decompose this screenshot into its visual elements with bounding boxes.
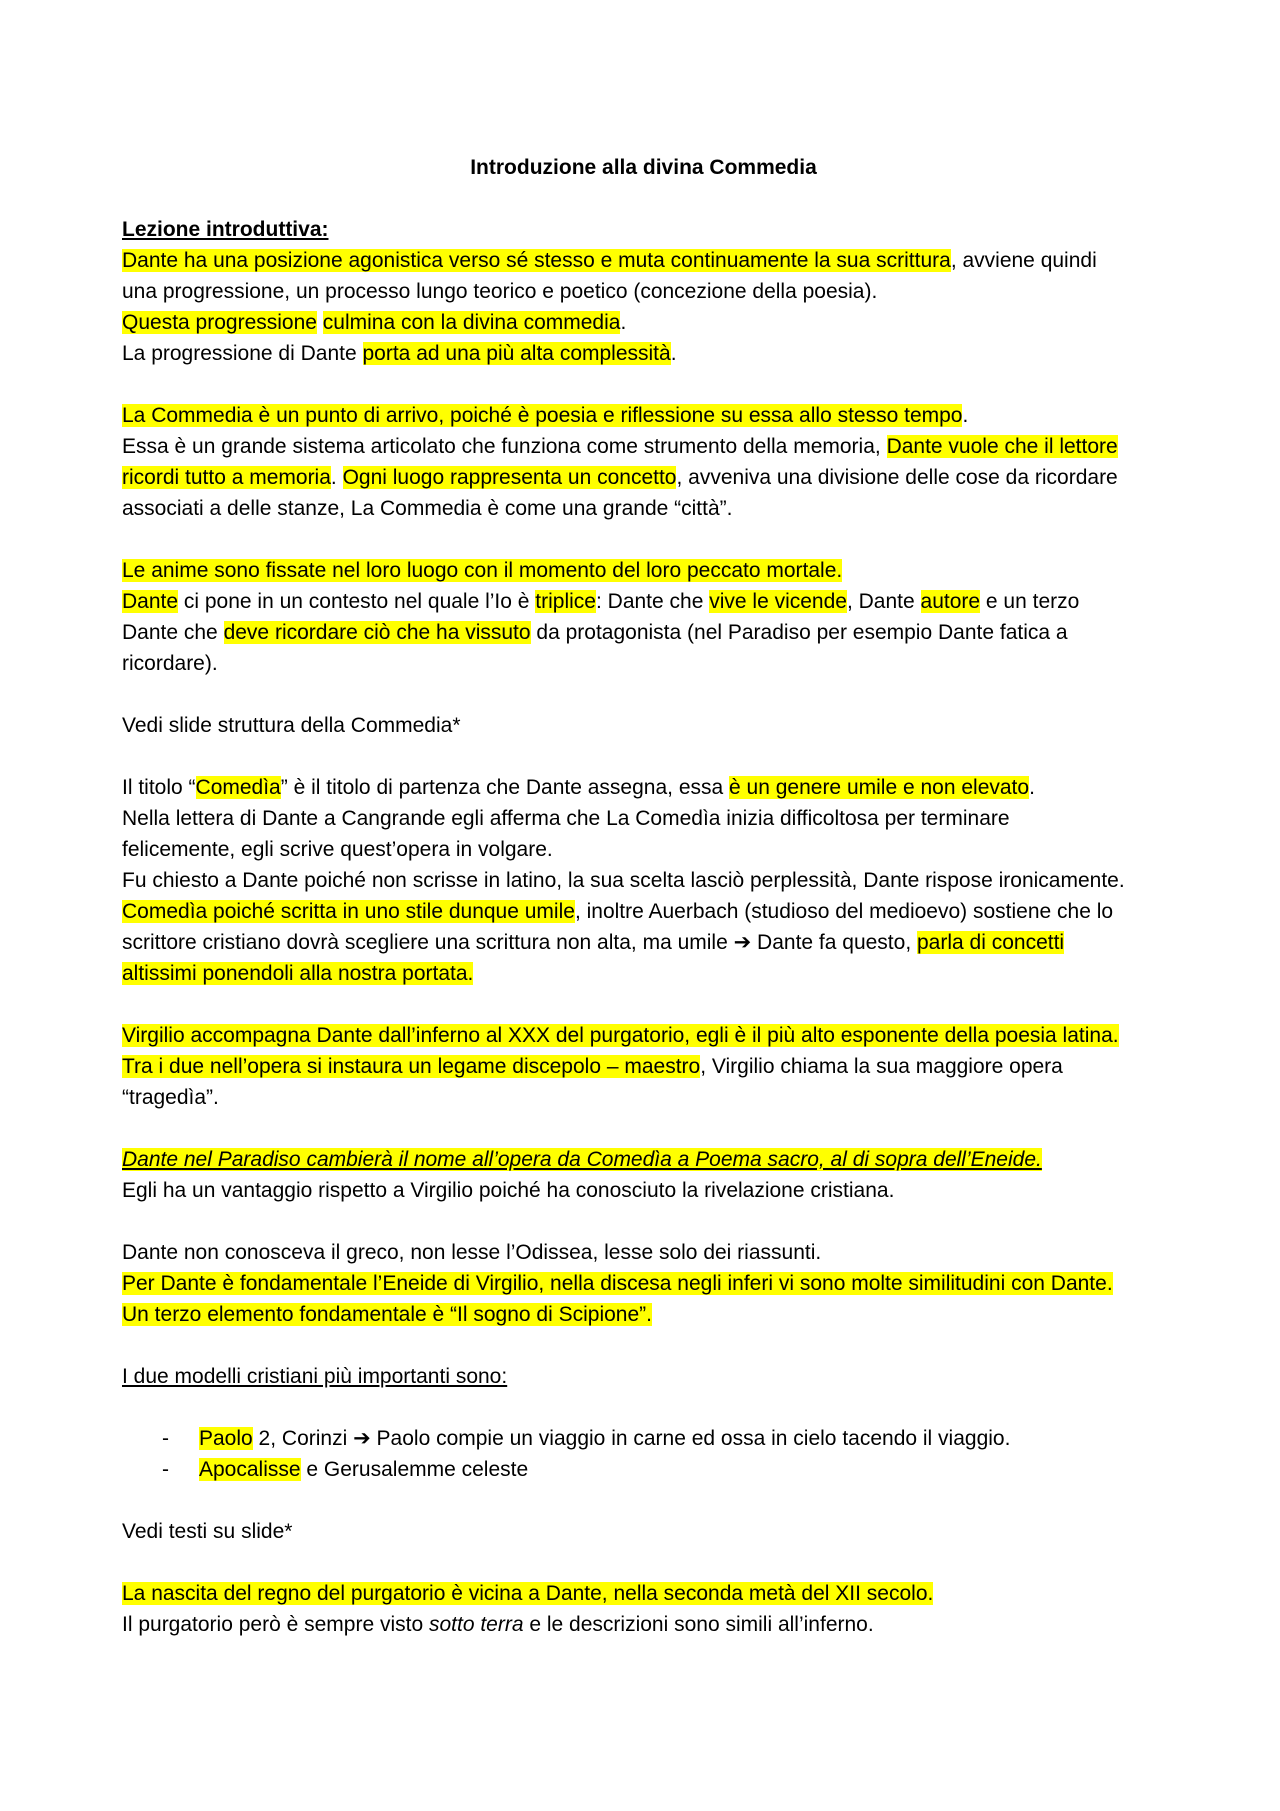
- text-line: La progressione di Dante porta ad una più alta complessità.: [122, 342, 677, 365]
- text-line: Egli ha un vantaggio rispetto a Virgilio poiché ha conosciuto la rivelazione cristiana.: [122, 1179, 895, 1202]
- text-line: Nella lettera di Dante a Cangrande egli afferma che La Comedìa inizia difficoltosa per terminare: [122, 807, 1010, 830]
- highlight: Ogni luogo rappresenta un concetto: [342, 466, 677, 489]
- paragraph-virgilio: [122, 1020, 1165, 1113]
- paragraph-intro: [122, 214, 1165, 369]
- highlight: culmina con la divina commedia: [322, 311, 621, 334]
- highlight: parla di concetti: [917, 931, 1065, 954]
- paragraph-modelli: [122, 1361, 1165, 1392]
- list-dash: -: [162, 1427, 169, 1450]
- highlight: Comedìa: [195, 776, 281, 799]
- text-line: associati a delle stanze, La Commedia è come una grande “città”.: [122, 497, 733, 520]
- highlight: La Commedia è un punto di arrivo, poiché è poesia e riflessione su essa allo stesso tempo: [122, 404, 963, 427]
- highlight: Tra i due nell’opera si instaura un legame discepolo – maestro: [122, 1055, 701, 1078]
- list-item: - Apocalisse e Gerusalemme celeste: [162, 1454, 1165, 1485]
- highlight: autore: [920, 590, 981, 613]
- highlight: Dante ha una posizione agonistica verso sé stesso e muta continuamente la sua scrittura: [122, 249, 951, 272]
- highlight: Dante vuole che il lettore: [886, 435, 1118, 458]
- text-line: [122, 1268, 1165, 1299]
- document-title: Introduzione alla divina Commedia: [470, 156, 817, 179]
- text-line: ricordare).: [122, 652, 218, 675]
- text-line: La Commedia è un punto di arrivo, poiché è poesia e riflessione su essa allo stesso tempo.: [122, 404, 969, 427]
- text-line: Dante ha una posizione agonistica verso sé stesso e muta continuamente la sua scrittura, avviene quindi: [122, 249, 1097, 272]
- text-line: scrittore cristiano dovrà scegliere una scrittura non alta, ma umile ➔ Dante fa questo, parla di concetti: [122, 931, 1065, 954]
- text-line: Essa è un grande sistema articolato che funziona come strumento della memoria, Dante vuole che il lettore: [122, 435, 1118, 458]
- highlight: altissimi ponendoli alla nostra portata.: [122, 962, 474, 985]
- section-heading: Lezione introduttiva:: [122, 218, 329, 241]
- highlight: Apocalisse: [199, 1458, 301, 1481]
- paragraph-purgatorio: [122, 1578, 1165, 1640]
- paragraph-eneide: [122, 1237, 1165, 1330]
- highlight: triplice: [535, 590, 596, 613]
- text-line: ricordi tutto a memoria. Ogni luogo rappresenta un concetto, avveniva una divisione delle cose da ricordare: [122, 466, 1118, 489]
- text-line: Dante che deve ricordare ciò che ha vissuto da protagonista (nel Paradiso per esempio Dante fatica a: [122, 621, 1068, 644]
- arrow-right-icon: ➔: [353, 1427, 371, 1450]
- text-line: [122, 1144, 1165, 1175]
- text-line: felicemente, egli scrive quest’opera in volgare.: [122, 838, 553, 861]
- text-line: “tragedìa”.: [122, 1086, 219, 1109]
- highlight: Virgilio accompagna Dante dall’inferno al XXX del purgatorio, egli è il più alto esponente della poesia latina.: [122, 1024, 1119, 1047]
- text-line: Il titolo “Comedìa” è il titolo di partenza che Dante assegna, essa è un genere umile e non elevato.: [122, 776, 1035, 799]
- text-line: [122, 958, 1165, 989]
- paragraph-anime: [122, 555, 1165, 679]
- highlight: Per Dante è fondamentale l’Eneide di Virgilio, nella discesa negli inferi vi sono molte similitudini con Dante.: [122, 1272, 1113, 1295]
- highlight: è un genere umile e non elevato: [729, 776, 1030, 799]
- text-line: Fu chiesto a Dante poiché non scrisse in latino, la sua scelta lasciò perplessità, Dante rispose ironicamente.: [122, 869, 1125, 892]
- arrow-right-icon: ➔: [733, 931, 752, 954]
- paragraph-slide-note-2: [122, 1516, 1165, 1547]
- highlight: La nascita del regno del purgatorio è vicina a Dante, nella seconda metà del XII secolo.: [122, 1582, 934, 1605]
- list-dash: -: [162, 1458, 169, 1481]
- text-line: I due modelli cristiani più importanti sono:: [122, 1365, 508, 1388]
- text-line: Comedìa poiché scritta in uno stile dunque umile, inoltre Auerbach (studioso del medioevo) sostiene che lo: [122, 900, 1114, 923]
- highlight: deve ricordare ciò che ha vissuto: [223, 621, 531, 644]
- highlight: Dante nel Paradiso cambierà il nome all’opera da Comedìa a Poema sacro, al di sopra dell’Eneide.: [122, 1148, 1042, 1171]
- paragraph-slide-note: [122, 710, 1165, 741]
- highlight: vive le vicende: [709, 590, 847, 613]
- highlight: porta ad una più alta complessità: [362, 342, 671, 365]
- bullet-list: [122, 1423, 1165, 1485]
- text-line: Questa progressione culmina con la divina commedia.: [122, 311, 627, 334]
- text-line: Il purgatorio però è sempre visto sotto terra e le descrizioni sono simili all’inferno.: [122, 1613, 874, 1636]
- text-line: [122, 555, 1165, 586]
- paragraph-titolo: [122, 772, 1165, 989]
- text-line: una progressione, un processo lungo teorico e poetico (concezione della poesia).: [122, 280, 878, 303]
- text-line: [122, 1299, 1165, 1330]
- paragraph-memoria: [122, 400, 1165, 524]
- text-line: Vedi slide struttura della Commedia*: [122, 714, 461, 737]
- highlight: Un terzo elemento fondamentale è “Il sogno di Scipione”.: [122, 1303, 652, 1326]
- highlight: Comedìa poiché scritta in uno stile dunque umile: [122, 900, 575, 923]
- highlight: Paolo: [199, 1427, 253, 1450]
- text-line: [122, 1578, 1165, 1609]
- text-line: [122, 1020, 1165, 1051]
- text-line: Vedi testi su slide*: [122, 1520, 293, 1543]
- highlight: ricordi tutto a memoria: [122, 466, 331, 489]
- highlight: Dante: [122, 590, 179, 613]
- highlight: Questa progressione: [122, 311, 317, 334]
- paragraph-paradiso: [122, 1144, 1165, 1206]
- list-item: - Paolo 2, Corinzi ➔ Paolo compie un viaggio in carne ed ossa in cielo tacendo il viaggio.: [162, 1423, 1165, 1454]
- highlight: Le anime sono fissate nel loro luogo con il momento del loro peccato mortale.: [122, 559, 843, 582]
- text-line: Tra i due nell’opera si instaura un legame discepolo – maestro, Virgilio chiama la sua maggiore opera: [122, 1055, 1063, 1078]
- text-line: Dante ci pone in un contesto nel quale l’Io è triplice: Dante che vive le vicende, Dante autore e un terzo: [122, 590, 1080, 613]
- text-line: Dante non conosceva il greco, non lesse l’Odissea, lesse solo dei riassunti.: [122, 1241, 822, 1264]
